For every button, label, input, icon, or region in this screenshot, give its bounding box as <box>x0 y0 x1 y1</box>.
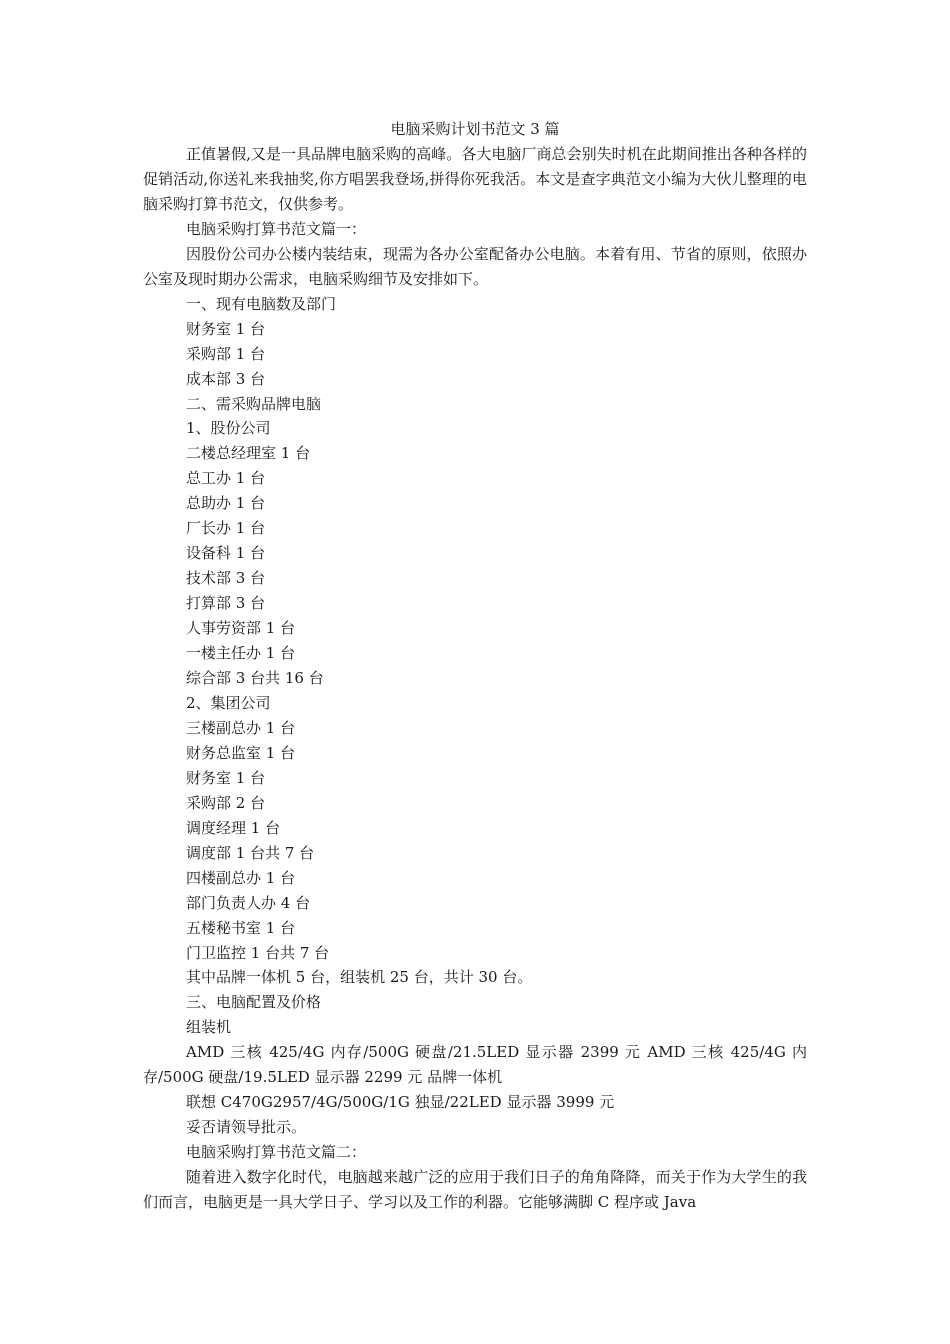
list-item: 调度经理 1 台 <box>186 818 281 837</box>
config-paragraph: AMD 三核 425/4G 内存/500G 硬盘/21.5LED 显示器 2399 元 AMD 三核 425/4G 内存/500G 硬盘/19.5LED 显示器 2299 元 品牌一体机 <box>143 1043 807 1087</box>
list-item: 技术部 3 台 <box>186 569 266 588</box>
subsection-heading: 组装机 <box>186 1018 232 1037</box>
section-heading: 二、需采购品牌电脑 <box>186 394 322 413</box>
list-item: 设备科 1 台 <box>186 544 266 563</box>
list-item: 二楼总经理室 1 台 <box>186 444 311 463</box>
list-item: 成本部 3 台 <box>186 369 266 388</box>
list-item: 四楼副总办 1 台 <box>186 868 296 887</box>
section-heading-part1: 电脑采购打算书范文篇一： <box>186 219 367 238</box>
list-item: 财务总监室 1 台 <box>186 743 296 762</box>
list-item: 综合部 3 台共 16 台 <box>186 669 324 688</box>
list-item: 总助办 1 台 <box>186 494 266 513</box>
list-item: 三楼副总办 1 台 <box>186 718 296 737</box>
list-item: 五楼秘书室 1 台 <box>186 918 296 937</box>
list-item: 打算部 3 台 <box>186 594 266 613</box>
body-paragraph: 随着进入数字化时代，电脑越来越广泛的应用于我们日子的角角降降，而关于作为大学生的我们而言，电脑更是一具大学日子、学习以及工作的利器。它能够满脚 C 程序或 Java <box>143 1168 807 1212</box>
list-item: 一楼主任办 1 台 <box>186 644 296 663</box>
section-heading-part2: 电脑采购打算书范文篇二： <box>186 1143 367 1162</box>
approval-line: 妥否请领导批示。 <box>186 1118 307 1137</box>
list-item: 采购部 2 台 <box>186 793 266 812</box>
intro-paragraph: 正值暑假,又是一具品牌电脑采购的高峰。各大电脑厂商总会别失时机在此期间推出各种各样的促销活动,你送礼来我抽奖,你方唱罢我登场,拼得你死我活。本文是查字典范文小编为大伙儿整理的电脑采购打算书范文，仅供参考。 <box>143 145 807 213</box>
list-item: 门卫监控 1 台共 7 台 <box>186 943 330 962</box>
list-item: 财务室 1 台 <box>186 319 266 338</box>
section-heading: 一、现有电脑数及部门 <box>186 294 337 313</box>
list-item: 财务室 1 台 <box>186 768 266 787</box>
body-paragraph: 因股份公司办公楼内装结束，现需为各办公室配备办公电脑。本着有用、节省的原则，依照办公室及现时期办公需求，电脑采购细节及安排如下。 <box>143 244 807 288</box>
list-item: 厂长办 1 台 <box>186 519 266 538</box>
document-body <box>143 142 807 1215</box>
list-item: 人事劳资部 1 台 <box>186 619 296 638</box>
list-item: 部门负责人办 4 台 <box>186 893 311 912</box>
list-item: 调度部 1 台共 7 台 <box>186 843 315 862</box>
list-item: 总工办 1 台 <box>186 469 266 488</box>
subsection-heading: 2、集团公司 <box>186 693 271 712</box>
summary-line: 其中品牌一体机 5 台，组装机 25 台，共计 30 台。 <box>186 968 533 987</box>
config-line: 联想 C470G2957/4G/500G/1G 独显/22LED 显示器 3999 元 <box>186 1093 615 1112</box>
section-heading: 三、电脑配置及价格 <box>186 993 322 1012</box>
list-item: 采购部 1 台 <box>186 344 266 363</box>
subsection-heading: 1、股份公司 <box>186 419 271 438</box>
document-title: 电脑采购计划书范文 3 篇 <box>390 120 560 138</box>
